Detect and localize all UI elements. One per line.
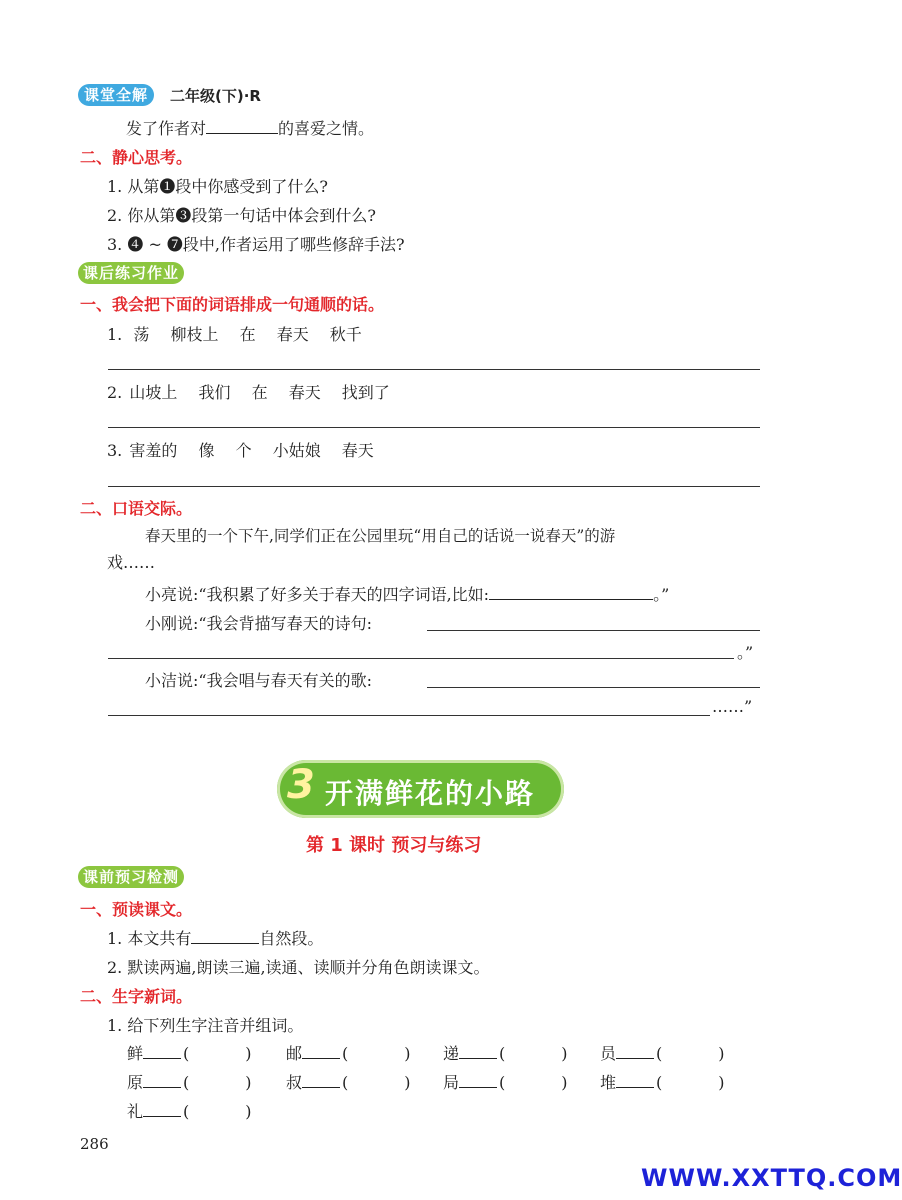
homework-badge: 课后练习作业 — [78, 262, 184, 284]
quote-end: ……” — [712, 697, 753, 716]
answer-line[interactable] — [108, 427, 760, 428]
answer-line[interactable] — [108, 658, 734, 659]
section-title: 二、口语交际。 — [80, 499, 193, 518]
word: 在 — [239, 325, 256, 344]
word: 我们 — [198, 383, 231, 402]
char-item — [127, 1041, 252, 1064]
pinyin-paren-close: ) — [404, 1073, 411, 1092]
new-character: 鲜 — [127, 1044, 144, 1063]
section-title: 一、我会把下面的词语排成一句通顺的话。 — [80, 295, 385, 314]
pinyin-paren-open: ( — [183, 1044, 190, 1063]
pinyin-paren-open: ( — [183, 1102, 190, 1121]
class-explain-badge: 课堂全解 — [78, 84, 154, 106]
char-item — [127, 1070, 252, 1093]
word: 春天 — [341, 441, 374, 460]
page-number: 286 — [80, 1135, 109, 1153]
word-blank[interactable] — [459, 1058, 497, 1059]
pinyin-paren-open: ( — [342, 1073, 349, 1092]
question-text: 自然段。 — [259, 929, 324, 948]
question-1: 1. 从第❶段中你感受到了什么? — [107, 177, 328, 196]
word: 小姑娘 — [272, 441, 321, 460]
answer-line[interactable] — [427, 630, 760, 631]
preview-badge: 课前预习检测 — [78, 866, 184, 888]
new-character: 原 — [127, 1073, 144, 1092]
item-number: 2. — [107, 383, 123, 402]
word: 害羞的 — [129, 441, 178, 460]
xiaojie-line — [145, 668, 372, 691]
quote-end: 。” — [737, 643, 754, 662]
word-blank[interactable] — [459, 1087, 497, 1088]
section-title: 二、生字新词。 — [80, 987, 193, 1006]
answer-line[interactable] — [108, 369, 760, 370]
word: 春天 — [288, 383, 321, 402]
speaker-text: 小刚说:“我会背描写春天的诗句: — [145, 614, 372, 633]
word: 在 — [251, 383, 268, 402]
watermark: WWW.XXTTQ.COM — [641, 1164, 902, 1192]
speaker-text: 小亮说:“我积累了好多关于春天的四字词语,比如: — [145, 585, 490, 604]
lesson-banner — [277, 760, 564, 818]
pinyin-paren-close: ) — [245, 1073, 252, 1092]
word-blank[interactable] — [143, 1087, 181, 1088]
word: 个 — [235, 441, 252, 460]
pinyin-paren-close: ) — [245, 1102, 252, 1121]
question-3: 3. ❹ ~ ❼段中,作者运用了哪些修辞手法? — [107, 235, 405, 254]
pinyin-paren-open: ( — [342, 1044, 349, 1063]
quote-end: 。” — [653, 585, 670, 604]
lesson-subtitle: 第 1 课时 预习与练习 — [306, 835, 482, 856]
intro-line — [126, 116, 374, 139]
pinyin-paren-close: ) — [718, 1044, 725, 1063]
lesson-banner-title: 开满鲜花的小路 — [325, 777, 536, 810]
word-blank[interactable] — [143, 1058, 181, 1059]
answer-blank[interactable] — [191, 943, 259, 944]
pinyin-paren-close: ) — [561, 1073, 568, 1092]
word: 荡 — [133, 325, 150, 344]
item-number: 1. — [107, 325, 123, 344]
intro-suffix: 的喜爱之情。 — [278, 119, 375, 138]
new-character: 员 — [600, 1044, 617, 1063]
section-title: 二、静心思考。 — [80, 148, 193, 167]
char-item — [600, 1070, 725, 1093]
pinyin-paren-open: ( — [499, 1044, 506, 1063]
pinyin-paren-open: ( — [183, 1073, 190, 1092]
new-character: 递 — [443, 1044, 460, 1063]
answer-line[interactable] — [108, 715, 710, 716]
pinyin-paren-open: ( — [656, 1073, 663, 1092]
speaker-text: 小洁说:“我会唱与春天有关的歌: — [145, 671, 372, 690]
answer-line[interactable] — [427, 687, 760, 688]
answer-line[interactable] — [108, 486, 760, 487]
pinyin-paren-close: ) — [404, 1044, 411, 1063]
preview-q2: 2. 默读两遍,朗读三遍,读通、读顺并分角色朗读课文。 — [107, 958, 490, 977]
new-character: 堆 — [600, 1073, 617, 1092]
answer-blank[interactable] — [489, 599, 653, 600]
pinyin-paren-close: ) — [245, 1044, 252, 1063]
word: 找到了 — [341, 383, 390, 402]
lesson-number: 3 — [287, 762, 315, 808]
question-2: 2. 你从第❸段第一句话中体会到什么? — [107, 206, 376, 225]
xiaogang-line — [145, 611, 372, 634]
word: 山坡上 — [129, 383, 178, 402]
char-item — [443, 1041, 568, 1064]
char-item — [600, 1041, 725, 1064]
char-item — [127, 1099, 252, 1122]
answer-blank[interactable] — [206, 133, 278, 134]
pinyin-paren-close: ) — [718, 1073, 725, 1092]
preview-q1 — [107, 926, 323, 949]
new-character: 礼 — [127, 1102, 144, 1121]
word-blank[interactable] — [143, 1116, 181, 1117]
paragraph-line: 春天里的一个下午,同学们正在公园里玩“用自己的话说一说春天”的游 — [145, 527, 616, 545]
word: 春天 — [276, 325, 309, 344]
arrange-item-1 — [107, 322, 362, 345]
word: 像 — [198, 441, 215, 460]
new-character: 局 — [443, 1073, 460, 1092]
pinyin-paren-close: ) — [561, 1044, 568, 1063]
intro-prefix: 发了作者对 — [126, 119, 207, 138]
new-words-q1: 1. 给下列生字注音并组词。 — [107, 1016, 304, 1035]
arrange-item-3 — [107, 438, 374, 461]
char-item — [286, 1041, 411, 1064]
new-character: 邮 — [286, 1044, 303, 1063]
paragraph-line: 戏…… — [107, 553, 156, 572]
pinyin-paren-open: ( — [656, 1044, 663, 1063]
word: 柳枝上 — [170, 325, 219, 344]
pinyin-paren-open: ( — [499, 1073, 506, 1092]
word-blank[interactable] — [616, 1058, 654, 1059]
question-text: 1. 本文共有 — [107, 929, 192, 948]
section-title: 一、预读课文。 — [80, 900, 193, 919]
char-item — [286, 1070, 411, 1093]
word-blank[interactable] — [302, 1058, 340, 1059]
word-blank[interactable] — [616, 1087, 654, 1088]
char-item — [443, 1070, 568, 1093]
xiaoliang-line — [145, 582, 669, 605]
grade-label: 二年级(下)·R — [170, 87, 261, 105]
new-character: 叔 — [286, 1073, 303, 1092]
item-number: 3. — [107, 441, 123, 460]
word-blank[interactable] — [302, 1087, 340, 1088]
arrange-item-2 — [107, 380, 390, 403]
word: 秋千 — [329, 325, 362, 344]
